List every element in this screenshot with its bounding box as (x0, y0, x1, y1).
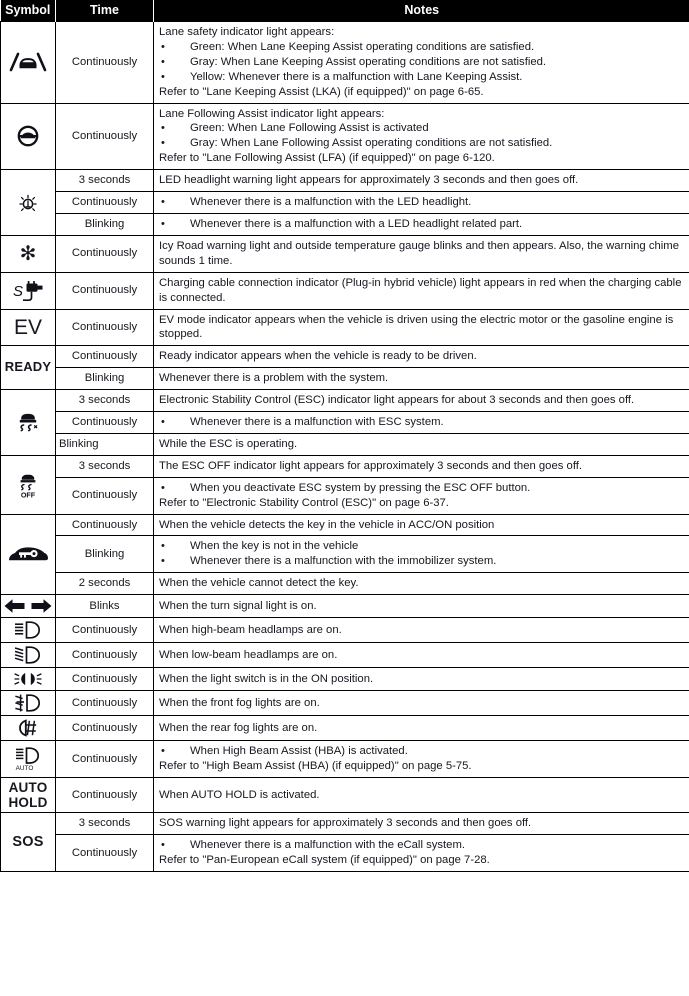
sos-ecall-icon: SOS (12, 833, 44, 850)
svg-text:S: S (13, 282, 24, 300)
notes-text-line: When high-beam headlamps are on. (159, 623, 342, 636)
notes-bullet-line: • Whenever there is a malfunction with the immobilizer system. (159, 554, 685, 569)
notes-text-line: When the turn signal light is on. (159, 599, 317, 612)
symbol-cell (1, 514, 56, 595)
notes-cell (154, 778, 689, 813)
notes-text-line: When the front fog lights are on. (159, 696, 320, 709)
symbol-cell (1, 235, 56, 272)
notes-text-line: While the ESC is operating. (159, 437, 298, 450)
table-row (1, 455, 689, 477)
notes-cell (154, 668, 689, 691)
table-row (1, 618, 689, 643)
time-cell: Continuously (56, 643, 154, 668)
symbol-cell (1, 346, 56, 390)
notes-text-line: Refer to "High Beam Assist (HBA) (if equipped)" on page 5-75. (159, 760, 472, 773)
svg-text:AUTO: AUTO (15, 765, 34, 773)
time-cell: Continuously (56, 272, 154, 309)
time-cell: Continuously (56, 309, 154, 346)
symbol-cell (1, 455, 56, 514)
notes-bullet-line: • Whenever there is a malfunction with ESC system. (159, 415, 685, 430)
symbol-cell (1, 22, 56, 104)
table-row (1, 272, 689, 309)
symbol-cell (1, 309, 56, 346)
time-cell: Continuously (56, 412, 154, 434)
notes-cell (154, 192, 689, 214)
table-row (1, 741, 689, 778)
time-cell: Blinks (56, 595, 154, 618)
notes-text-line: Refer to "Lane Following Assist (LFA) (if equipped)" on page 6-120. (159, 152, 495, 165)
notes-cell (154, 22, 689, 104)
time-cell: Blinking (56, 368, 154, 390)
rear-fog-light-icon (13, 718, 43, 738)
symbol-cell (1, 778, 56, 813)
lane-following-assist-icon (15, 123, 41, 149)
table-row (1, 691, 689, 716)
table-row (1, 573, 689, 595)
notes-bullet-line: • Whenever there is a malfunction with the eCall system. (159, 838, 685, 853)
notes-bullet-line: • Gray: When Lane Following Assist operating conditions are not satisfied. (159, 136, 685, 151)
ready-indicator-icon: READY (4, 359, 52, 375)
header-row (1, 0, 689, 22)
notes-cell (154, 643, 689, 668)
table-row (1, 22, 689, 104)
svg-text:OFF: OFF (20, 490, 36, 499)
table-row (1, 390, 689, 412)
time-cell: Continuously (56, 514, 154, 536)
notes-bullet-line: • Green: When Lane Keeping Assist operating conditions are satisfied. (159, 40, 685, 55)
table-body (1, 22, 689, 872)
time-cell: 2 seconds (56, 573, 154, 595)
notes-text-line: When low-beam headlamps are on. (159, 648, 338, 661)
symbol-cell (1, 272, 56, 309)
notes-cell (154, 433, 689, 455)
table-row (1, 213, 689, 235)
auto-hold-icon: HOLD (8, 795, 48, 811)
immobilizer-icon (6, 543, 50, 565)
notes-cell (154, 716, 689, 741)
notes-cell (154, 272, 689, 309)
notes-text-line: Refer to "Electronic Stability Control (ESC)" on page 6-37. (159, 496, 449, 509)
column-header-time: Time (56, 0, 154, 22)
time-cell: Continuously (56, 22, 154, 104)
table-row (1, 170, 689, 192)
charging-cable-connection-icon (11, 278, 45, 304)
notes-text-line: SOS warning light appears for approximately 3 seconds and then goes off. (159, 817, 532, 830)
notes-text-line: When AUTO HOLD is activated. (159, 788, 320, 801)
time-cell: Continuously (56, 618, 154, 643)
symbol-cell (1, 668, 56, 691)
notes-text-line: The ESC OFF indicator light appears for approximately 3 seconds and then goes off. (159, 459, 583, 472)
symbol-cell (1, 103, 56, 170)
symbol-cell (1, 741, 56, 778)
time-cell: Continuously (56, 691, 154, 716)
turn-signal-icon (3, 597, 53, 615)
time-cell: 3 seconds (56, 455, 154, 477)
time-cell: Continuously (56, 716, 154, 741)
notes-cell (154, 573, 689, 595)
notes-bullet-line: • Whenever there is a malfunction with a LED headlight related part. (159, 217, 685, 232)
esc-off-indicator-icon (15, 471, 41, 499)
notes-bullet-line: • Gray: When Lane Keeping Assist operating conditions are not satisfied. (159, 55, 685, 70)
notes-cell (154, 213, 689, 235)
notes-cell (154, 103, 689, 170)
ev-mode-icon: EV (13, 315, 42, 339)
table-row (1, 643, 689, 668)
notes-cell (154, 691, 689, 716)
notes-text-line: Refer to "Lane Keeping Assist (LKA) (if equipped)" on page 6-65. (159, 85, 484, 98)
time-cell: Continuously (56, 346, 154, 368)
table-row (1, 412, 689, 434)
symbol-cell (1, 595, 56, 618)
time-cell: Blinking (56, 213, 154, 235)
table-header (1, 0, 689, 22)
notes-cell (154, 835, 689, 872)
notes-cell (154, 412, 689, 434)
lane-keeping-assist-icon (8, 50, 48, 74)
high-beam-assist-icon (13, 746, 43, 772)
notes-bullet-line: • When the key is not in the vehicle (159, 539, 685, 554)
esc-indicator-icon (15, 409, 41, 435)
notes-cell (154, 235, 689, 272)
table-row (1, 595, 689, 618)
notes-text-line: Charging cable connection indicator (Plug-in hybrid vehicle) light appears in red when the charging cable is connected. (159, 276, 682, 304)
time-cell: Continuously (56, 835, 154, 872)
notes-text-line: Icy Road warning light and outside temperature gauge blinks and then appears. Also, the warning chime sounds 1 time. (159, 239, 679, 267)
notes-cell (154, 595, 689, 618)
notes-text-line: LED headlight warning light appears for approximately 3 seconds and then goes off. (159, 174, 579, 187)
notes-cell (154, 514, 689, 536)
front-fog-light-icon (13, 693, 43, 713)
auto-hold-icon: AUTO (8, 780, 48, 795)
notes-text-line: Refer to "Pan-European eCall system (if equipped)" on page 7-28. (159, 854, 490, 867)
notes-cell (154, 741, 689, 778)
notes-cell (154, 477, 689, 514)
table-row (1, 536, 689, 573)
time-cell: Continuously (56, 477, 154, 514)
notes-bullet-line: • Yellow: Whenever there is a malfunction with Lane Keeping Assist. (159, 70, 685, 85)
notes-text-line: When the rear fog lights are on. (159, 721, 318, 734)
notes-cell (154, 309, 689, 346)
notes-bullet-line: • When High Beam Assist (HBA) is activated. (159, 744, 685, 759)
column-header-notes: Notes (154, 0, 689, 22)
column-header-symbol: Symbol (1, 0, 56, 22)
notes-text-line: EV mode indicator appears when the vehicle is driven using the electric motor or the gasoline engine is stopped. (159, 313, 674, 341)
time-cell: 3 seconds (56, 170, 154, 192)
table-row (1, 716, 689, 741)
low-beam-headlamp-icon (13, 645, 43, 665)
time-cell: Continuously (56, 668, 154, 691)
table-row (1, 778, 689, 813)
notes-text-line: When the vehicle detects the key in the vehicle in ACC/ON position (159, 518, 495, 531)
high-beam-headlamp-icon (13, 620, 43, 640)
notes-text-line: When the vehicle cannot detect the key. (159, 577, 359, 590)
notes-cell (154, 368, 689, 390)
symbol-cell (1, 618, 56, 643)
symbol-cell (1, 691, 56, 716)
table-row (1, 346, 689, 368)
symbol-cell (1, 716, 56, 741)
time-cell: Continuously (56, 778, 154, 813)
time-cell: 3 seconds (56, 390, 154, 412)
notes-bullet-line: • When you deactivate ESC system by pressing the ESC OFF button. (159, 481, 685, 496)
position-light-icon (13, 670, 43, 688)
led-headlight-warning-icon (15, 190, 41, 216)
notes-bullet-line: • Green: When Lane Following Assist is activated (159, 121, 685, 136)
table-row (1, 192, 689, 214)
notes-cell (154, 390, 689, 412)
time-cell: Continuously (56, 192, 154, 214)
table-row (1, 668, 689, 691)
table-row (1, 433, 689, 455)
notes-cell (154, 346, 689, 368)
table-row (1, 235, 689, 272)
notes-cell (154, 813, 689, 835)
table-row (1, 309, 689, 346)
table-row (1, 103, 689, 170)
symbol-cell (1, 170, 56, 236)
time-cell: Continuously (56, 103, 154, 170)
table-row (1, 368, 689, 390)
symbol-cell (1, 643, 56, 668)
icy-road-warning-icon: ✻ (19, 242, 37, 265)
time-cell: 3 seconds (56, 813, 154, 835)
notes-text-line: Lane safety indicator light appears: (159, 26, 335, 38)
table-row (1, 835, 689, 872)
notes-cell (154, 455, 689, 477)
notes-text-line: Electronic Stability Control (ESC) indicator light appears for about 3 seconds and then goes off. (159, 394, 635, 407)
time-cell: Blinking (56, 433, 154, 455)
time-cell: Continuously (56, 741, 154, 778)
notes-text-line: Whenever there is a problem with the system. (159, 372, 389, 385)
table-row (1, 813, 689, 835)
notes-cell (154, 170, 689, 192)
notes-text-line: Ready indicator appears when the vehicle is ready to be driven. (159, 350, 477, 363)
symbol-cell (1, 813, 56, 872)
notes-bullet-line: • Whenever there is a malfunction with the LED headlight. (159, 195, 685, 210)
table-row (1, 477, 689, 514)
time-cell: Continuously (56, 235, 154, 272)
table-row (1, 514, 689, 536)
symbol-cell (1, 390, 56, 456)
notes-cell (154, 618, 689, 643)
notes-text-line: Lane Following Assist indicator light appears: (159, 107, 385, 120)
notes-text-line: When the light switch is in the ON position. (159, 672, 374, 685)
notes-cell (154, 536, 689, 573)
time-cell: Blinking (56, 536, 154, 573)
